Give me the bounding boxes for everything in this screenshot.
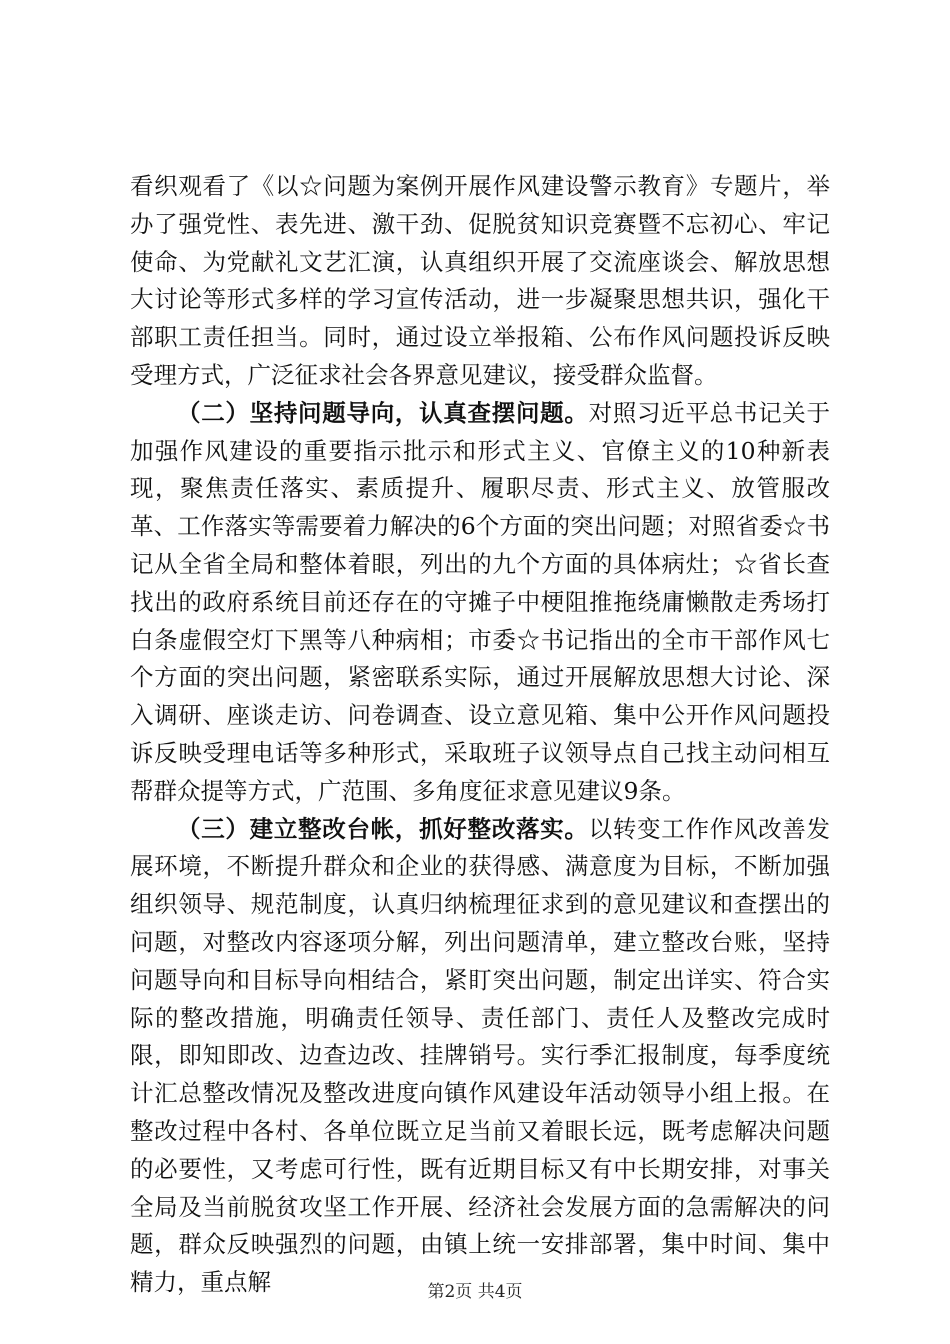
- section-3-heading: （三）建立整改台帐，抓好整改落实。: [177, 814, 589, 843]
- page-footer: 第2页 共4页: [427, 1282, 523, 1302]
- paragraph-3-text: 以转变工作作风改善发展环境，不断提升群众和企业的获得感、满意度为目标，不断加强组织领导、规范制度，认真归纳梳理征求到的意见建议和查摆出的问题，对整改内容逐项分解，列出问题清单，建立整改台账，坚持问题导向和目标导向相结合，紧盯突出问题，制定出详实、符合实际的整改措施，明确责任领导、责任部门、责任人及整改完成时限，即知即改、边查边改、挂牌销号。实行季汇报制度，每季度统计汇总整改情况及整改进度向镇作风建设年活动领导小组上报。在整改过程中各村、各单位既立足当前又着眼长远，既考虑解决问题的必要性，又考虑可行性，既有近期目标又有中长期安排，对事关全局及当前脱贫攻坚工作开展、经济社会发展方面的急需解决的问题，群众反映强烈的问题，由镇上统一安排部署，集中时间、集中精力，重点解: [130, 814, 831, 1297]
- paragraph-1-text: 看织观看了《以☆问题为案例开展作风建设警示教育》专题片，举办了强党性、表先进、激干劲、促脱贫知识竞赛暨不忘初心、牢记使命、为党献礼文艺汇演，认真组织开展了交流座谈会、解放思想大讨论等形式多样的学习宣传活动，进一步凝聚思想共识，强化干部职工责任担当。同时，通过设立举报箱、公布作风问题投诉反映受理方式，广泛征求社会各界意见建议，接受群众监督。: [130, 172, 830, 389]
- section-2-heading: （二）坚持问题导向，认真查摆问题。: [177, 398, 589, 427]
- paragraph-3: [130, 811, 830, 1302]
- document-body: [130, 168, 830, 1302]
- paragraph-1: [130, 168, 830, 395]
- paragraph-2-text: 对照习近平总书记关于加强作风建设的重要指示批示和形式主义、官僚主义的10种新表现，聚焦责任落实、素质提升、履职尽责、形式主义、放管服改革、工作落实等需要着力解决的6个方面的突出问题；对照省委☆书记从全省全局和整体着眼，列出的九个方面的具体病灶；☆省长查找出的政府系统目前还存在的守摊子中梗阻推拖绕庸懒散走秀场打白条虚假空灯下黑等八种病相；市委☆书记指出的全市干部作风七个方面的突出问题，紧密联系实际，通过开展解放思想大讨论、深入调研、座谈走访、问卷调查、设立意见箱、集中公开作风问题投诉反映受理电话等多种形式，采取班子议领导点自己找主动问相互帮群众提等方式，广范围、多角度征求意见建议9条。: [130, 398, 831, 805]
- paragraph-2: [130, 395, 830, 811]
